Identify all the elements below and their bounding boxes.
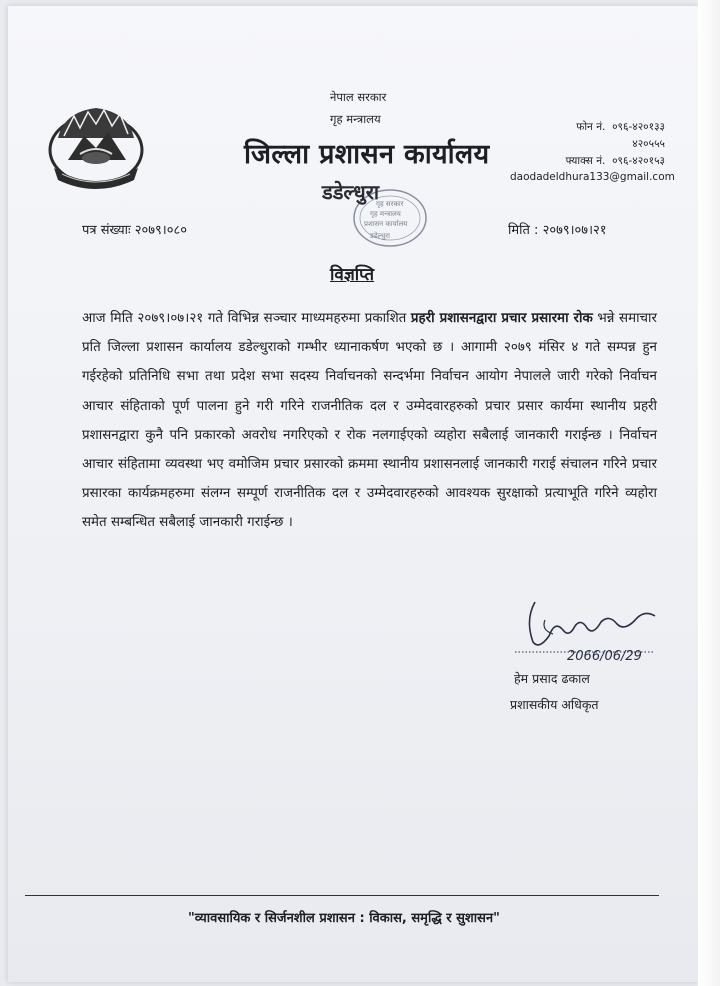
fax-number: ०९६-४२०१५३ [612, 155, 665, 167]
email: daodadeldhura133@gmail.com [510, 171, 675, 183]
letter-date [508, 220, 607, 238]
stamp-line-4: डडेल्धुरा [370, 232, 390, 240]
footer-slogan: "व्यावसायिक र सिर्जनशील प्रशासन : विकास, समृद्धि र सुशासन" [188, 911, 500, 926]
phone-line-1 [510, 120, 665, 134]
reference-label: पत्र संख्याः [82, 223, 131, 238]
district-name: डडेल्धुरा [322, 180, 380, 204]
notice-title: विज्ञप्ति [330, 265, 375, 285]
reference-value: २०७९।०८० [134, 223, 188, 238]
office-title: जिल्ला प्रशासन कार्यालय [244, 139, 490, 170]
notice-text-1: आज मिति २०७९।०७।२१ गते विभिन्न सञ्चार माध्यमहरुमा प्रकाशित [82, 311, 411, 326]
fax-line [510, 154, 665, 168]
stamp-line-2: गृह मन्त्रालय [370, 210, 401, 218]
fax-label: फ्याक्स नं. [565, 155, 606, 167]
phone-label: फोन नं. [576, 121, 606, 133]
date-label: मिति : [508, 223, 539, 238]
page-edge [698, 0, 720, 986]
date-value: २०७९।०७।२१ [542, 223, 607, 238]
stamp-line-1: गृह सरकार [376, 200, 404, 208]
notice-emphasis: प्रहरी प्रशासनद्वारा प्रचार प्रसारमा रोक [410, 311, 593, 326]
signature-scrawl [505, 590, 675, 665]
ministry-name: गृह मन्त्रालय [330, 112, 381, 126]
phone-2: ४२०५५५ [632, 138, 665, 150]
phone-1: ०९६-४२०१३३ [612, 121, 665, 133]
nepal-emblem-icon [44, 98, 148, 196]
signatory-title: प्रशासकीय अधिकृत [510, 697, 599, 712]
signature-date: 2066/06/29 [567, 649, 642, 664]
footer-divider [25, 895, 659, 896]
stamp-line-3: प्रशासन कार्यालय [364, 220, 408, 228]
reference-number [82, 220, 187, 238]
notice-text-2: भन्ने समाचार प्रति जिल्ला प्रशासन कार्यालय डडेल्धुराको गम्भीर ध्यानाकर्षण भएको छ । आगामी २०७९ मंसिर ४ गते सम्पन्न हुन गईरहेको प्रतिनिधि सभा तथा प्रदेश सभा सदस्य निर्वाचनको सन्दर्भमा निर्वाचन आयोग नेपालले जारी गरेको निर्वाचन आचार संहिताको पूर्ण पालना हुने गरी गरिने राजनीतिक दल र उम्मेदवारहरुको प्रचार प्रसार कार्यमा स्थानीय प्रहरी प्रशासनद्वारा कुनै पनि प्रकारको अवरोध नगरिएको र रोक नलगाईएको व्यहोरा सबैलाई जानकारी गराईन्छ । निर्वाचन आचार संहितामा व्यवस्था भए वमोजिम प्रचार प्रसारको क्रममा स्थानीय प्रशासनलाई जानकारी गराई संचालन गरिने प्रचार प्रसारका कार्यक्रमहरुमा संलग्न सम्पूर्ण राजनीतिक दल र उम्मेदवारहरुको आवश्यक सुरक्षाको प्रत्याभूति गरिने व्यहोरा समेत सम्बन्धित सबैलाई जानकारी गराईन्छ । [82, 311, 657, 531]
notice-body [82, 304, 657, 538]
signatory-name: हेम प्रसाद ढकाल [514, 671, 590, 686]
gov-name: नेपाल सरकार [330, 90, 387, 104]
